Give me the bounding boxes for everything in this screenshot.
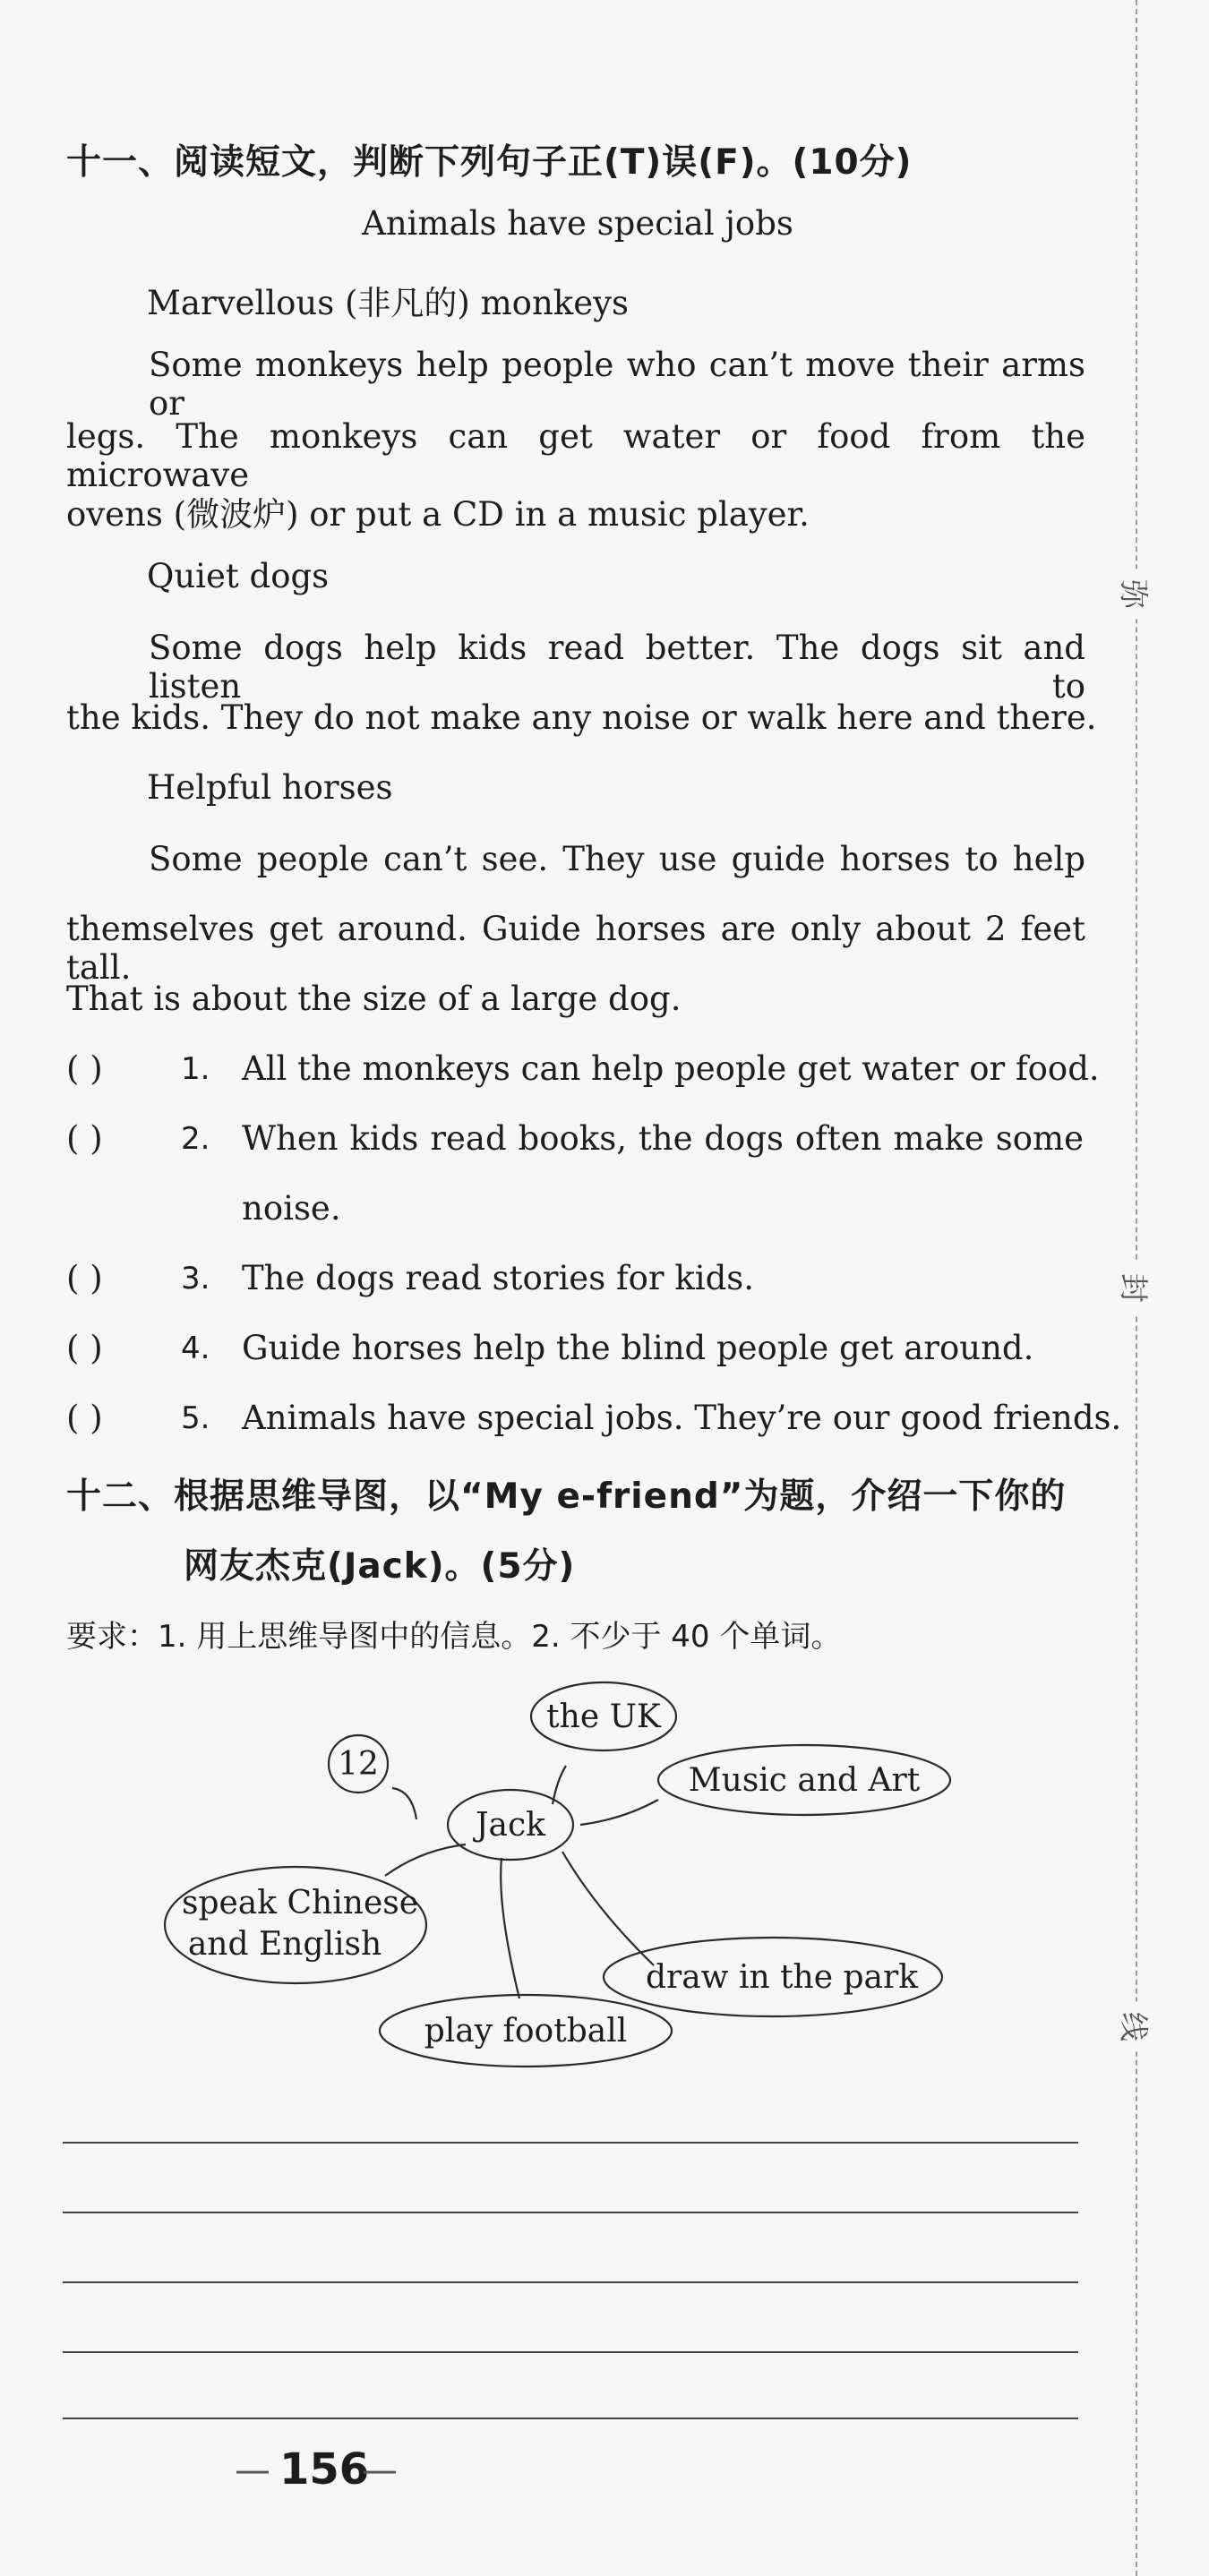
paragraph-monkeys-line-3: ovens (微波炉) or put a CD in a music player. — [66, 495, 810, 534]
paragraph-horses-line-1: Some people can’t see. They use guide horses to help — [149, 840, 1085, 878]
subheading-dogs: Quiet dogs — [147, 557, 330, 595]
margin-mark-feng: 封 — [1115, 1263, 1157, 1314]
margin-mark-mi: 弥 — [1115, 569, 1157, 620]
connector-language — [385, 1844, 466, 1876]
question-text: Guide horses help the blind people get around. — [242, 1329, 1034, 1367]
writing-line[interactable] — [63, 2418, 1078, 2419]
page-number-dash-left: — — [235, 2450, 270, 2491]
section-11-title: 十一、阅读短文，判断下列句子正(T)误(F)。(10分) — [66, 142, 913, 183]
node-subjects: Music and Art — [688, 1762, 921, 1799]
question-number: 4. — [181, 1331, 210, 1366]
question-number: 2. — [181, 1121, 210, 1157]
subheading-horses: Helpful horses — [147, 768, 393, 807]
node-center: Jack — [476, 1807, 545, 1844]
writing-line[interactable] — [63, 2212, 1078, 2213]
mind-map — [0, 1665, 1119, 2077]
answer-blank[interactable]: ( ) — [66, 1259, 103, 1297]
writing-line[interactable] — [63, 2142, 1078, 2144]
answer-blank[interactable]: ( ) — [66, 1119, 103, 1158]
page-number: 156 — [279, 2444, 370, 2495]
node-country: the UK — [546, 1699, 661, 1735]
writing-line[interactable] — [63, 2281, 1078, 2283]
paragraph-dogs-line-1: Some dogs help kids read better. The dogs sit and listen to — [149, 629, 1085, 706]
writing-requirement: 要求：1. 用上思维导图中的信息。2. 不少于 40 个单词。 — [66, 1619, 842, 1655]
connector-country — [553, 1766, 566, 1804]
connector-hobby — [562, 1852, 654, 1965]
passage-title: Animals have special jobs — [362, 204, 793, 243]
writing-line[interactable] — [63, 2351, 1078, 2353]
connector-age — [392, 1788, 416, 1819]
page-number-dash-right: — — [362, 2450, 398, 2491]
paragraph-horses-line-2: themselves get around. Guide horses are only about 2 feet tall. — [66, 910, 1085, 987]
question-text-continued: noise. — [242, 1189, 341, 1228]
node-sport: play football — [424, 2013, 628, 2050]
question-text: The dogs read stories for kids. — [242, 1259, 755, 1297]
subheading-monkeys: Marvellous (非凡的) monkeys — [147, 284, 629, 322]
node-age: 12 — [338, 1746, 379, 1783]
question-number: 5. — [181, 1400, 210, 1436]
question-text: All the monkeys can help people get water or food. — [242, 1049, 1100, 1088]
connector-subjects — [580, 1800, 658, 1825]
section-12-title-line-1: 十二、根据思维导图，以“My e-friend”为题，介绍一下你的 — [66, 1476, 1067, 1517]
section-12-title-line-2: 网友杰克(Jack)。(5分) — [184, 1546, 576, 1587]
paragraph-horses-line-3: That is about the size of a large dog. — [66, 980, 682, 1018]
node-hobby: draw in the park — [645, 1959, 919, 1996]
node-language-line-1: speak Chinese — [181, 1885, 419, 1921]
node-language-line-2: and English — [187, 1926, 382, 1963]
answer-blank[interactable]: ( ) — [66, 1399, 103, 1437]
paragraph-monkeys-line-1: Some monkeys help people who can’t move their arms or — [149, 346, 1085, 423]
question-number: 1. — [181, 1051, 210, 1087]
margin-mark-xian: 线 — [1115, 2002, 1157, 2052]
paragraph-monkeys-line-2: legs. The monkeys can get water or food from the microwave — [66, 417, 1085, 494]
paragraph-dogs-line-2: the kids. They do not make any noise or walk here and there. — [66, 698, 1097, 737]
question-number: 3. — [181, 1261, 210, 1297]
answer-blank[interactable]: ( ) — [66, 1329, 103, 1367]
question-text: When kids read books, the dogs often make some — [242, 1119, 1084, 1158]
question-text: Animals have special jobs. They’re our good friends. — [242, 1399, 1122, 1437]
answer-blank[interactable]: ( ) — [66, 1049, 103, 1088]
connector-sport — [501, 1858, 519, 1998]
